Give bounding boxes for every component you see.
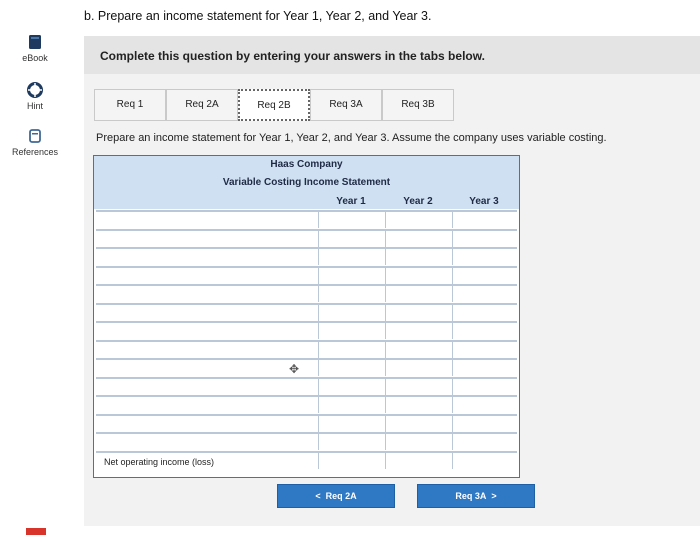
sidebar-item-references[interactable]	[0, 128, 70, 157]
row-label-cell	[96, 286, 318, 302]
amount-input-year-2[interactable]	[386, 455, 452, 471]
amount-input-year-1[interactable]	[319, 455, 385, 471]
table-row	[96, 340, 517, 356]
amount-cell-year-2	[385, 416, 452, 432]
row-label-cell	[96, 397, 318, 413]
amount-cell-year-3	[452, 416, 517, 432]
amount-cell-year-2	[385, 323, 452, 339]
table-row	[96, 358, 517, 374]
amount-cell-year-2	[385, 286, 452, 302]
cursor-icon: ✥	[289, 362, 300, 376]
amount-cell-year-3	[452, 249, 517, 265]
amount-cell-year-3	[452, 286, 517, 302]
amount-cell-year-2	[385, 453, 452, 469]
amount-cell-year-3	[452, 231, 517, 247]
amount-cell-year-3	[452, 323, 517, 339]
prev-button-label: Req 2A	[325, 491, 357, 501]
amount-cell-year-2	[385, 342, 452, 358]
row-label-cell	[96, 212, 318, 228]
income-statement-table	[93, 155, 520, 478]
column-header-year-3: Year 3	[469, 196, 499, 207]
amount-cell-year-1	[318, 416, 385, 432]
row-label-cell	[96, 360, 318, 376]
table-row	[96, 432, 517, 448]
amount-cell-year-1	[318, 305, 385, 321]
brand-mark	[26, 528, 46, 535]
amount-cell-year-1	[318, 397, 385, 413]
tab-req-2a[interactable]: Req 2A	[166, 89, 238, 121]
table-row	[96, 210, 517, 226]
net-operating-income-label: Net operating income (loss)	[104, 457, 215, 467]
amount-cell-year-1	[318, 342, 385, 358]
chevron-left-icon: <	[315, 491, 321, 501]
amount-cell-year-2	[385, 249, 452, 265]
amount-cell-year-3	[452, 342, 517, 358]
tab-req-3a[interactable]: Req 3A	[310, 89, 382, 121]
sidebar-item-label: Hint	[26, 101, 43, 111]
tab-req-2b[interactable]: Req 2B	[238, 89, 310, 121]
amount-input-year-3[interactable]	[453, 455, 517, 471]
row-label-cell	[96, 416, 318, 432]
column-header-year-2: Year 2	[403, 196, 433, 207]
table-row	[96, 377, 517, 393]
next-button-label: Req 3A	[455, 491, 487, 501]
row-label-cell	[96, 305, 318, 321]
table-row	[96, 284, 517, 300]
amount-cell-year-1	[318, 379, 385, 395]
amount-cell-year-2	[385, 397, 452, 413]
amount-cell-year-2	[385, 231, 452, 247]
table-row	[96, 321, 517, 337]
amount-cell-year-3	[452, 360, 517, 376]
lifebuoy-icon	[27, 82, 43, 98]
column-header-year-1: Year 1	[336, 196, 366, 207]
row-label-cell	[96, 434, 318, 450]
tab-req-3b[interactable]: Req 3B	[382, 89, 454, 121]
amount-cell-year-2	[385, 268, 452, 284]
sidebar-item-label: eBook	[22, 53, 48, 63]
amount-cell-year-2	[385, 305, 452, 321]
row-label-cell	[96, 342, 318, 358]
table-row	[96, 414, 517, 430]
amount-cell-year-3	[452, 268, 517, 284]
row-label-cell	[96, 268, 318, 284]
amount-cell-year-3	[452, 212, 517, 228]
panel-header-text: Complete this question by entering your answers in the tabs below.	[100, 49, 485, 63]
book-icon	[27, 34, 43, 50]
question-text: b. Prepare an income statement for Year 1, Year 2, and Year 3.	[84, 9, 432, 23]
statement-title: Variable Costing Income Statement	[222, 177, 391, 188]
sidebar	[0, 0, 70, 535]
amount-cell-year-3	[452, 434, 517, 450]
row-label-cell	[96, 379, 318, 395]
amount-cell-year-1	[318, 453, 385, 469]
sidebar-item-label: References	[11, 147, 59, 157]
sidebar-item-ebook[interactable]	[0, 34, 70, 63]
table-row	[96, 247, 517, 263]
amount-cell-year-2	[385, 212, 452, 228]
table-row	[96, 303, 517, 319]
amount-cell-year-1	[318, 212, 385, 228]
document-icon	[27, 128, 43, 144]
table-row	[96, 266, 517, 282]
instruction-text: Prepare an income statement for Year 1, Year 2, and Year 3. Assume the company uses variable costing.	[96, 132, 607, 144]
row-label-cell	[96, 249, 318, 265]
amount-cell-year-2	[385, 379, 452, 395]
amount-cell-year-1	[318, 434, 385, 450]
amount-cell-year-1	[318, 323, 385, 339]
amount-cell-year-3	[452, 305, 517, 321]
sidebar-item-hint[interactable]	[0, 82, 70, 111]
next-button-req-3a[interactable]	[417, 484, 535, 508]
amount-cell-year-3	[452, 397, 517, 413]
amount-cell-year-1	[318, 268, 385, 284]
amount-cell-year-1	[318, 249, 385, 265]
amount-cell-year-2	[385, 360, 452, 376]
amount-cell-year-1	[318, 360, 385, 376]
amount-cell-year-1	[318, 286, 385, 302]
panel-header	[84, 36, 700, 74]
amount-cell-year-1	[318, 231, 385, 247]
company-name: Haas Company	[270, 159, 343, 170]
table-row	[96, 395, 517, 411]
tab-req-1[interactable]: Req 1	[94, 89, 166, 121]
amount-cell-year-3	[452, 379, 517, 395]
amount-cell-year-3	[452, 453, 517, 469]
question-panel	[84, 36, 700, 526]
table-row	[96, 229, 517, 245]
prev-button-req-2a[interactable]	[277, 484, 395, 508]
chevron-right-icon: >	[491, 491, 497, 501]
row-label-cell	[96, 231, 318, 247]
row-label-cell	[96, 323, 318, 339]
amount-cell-year-2	[385, 434, 452, 450]
